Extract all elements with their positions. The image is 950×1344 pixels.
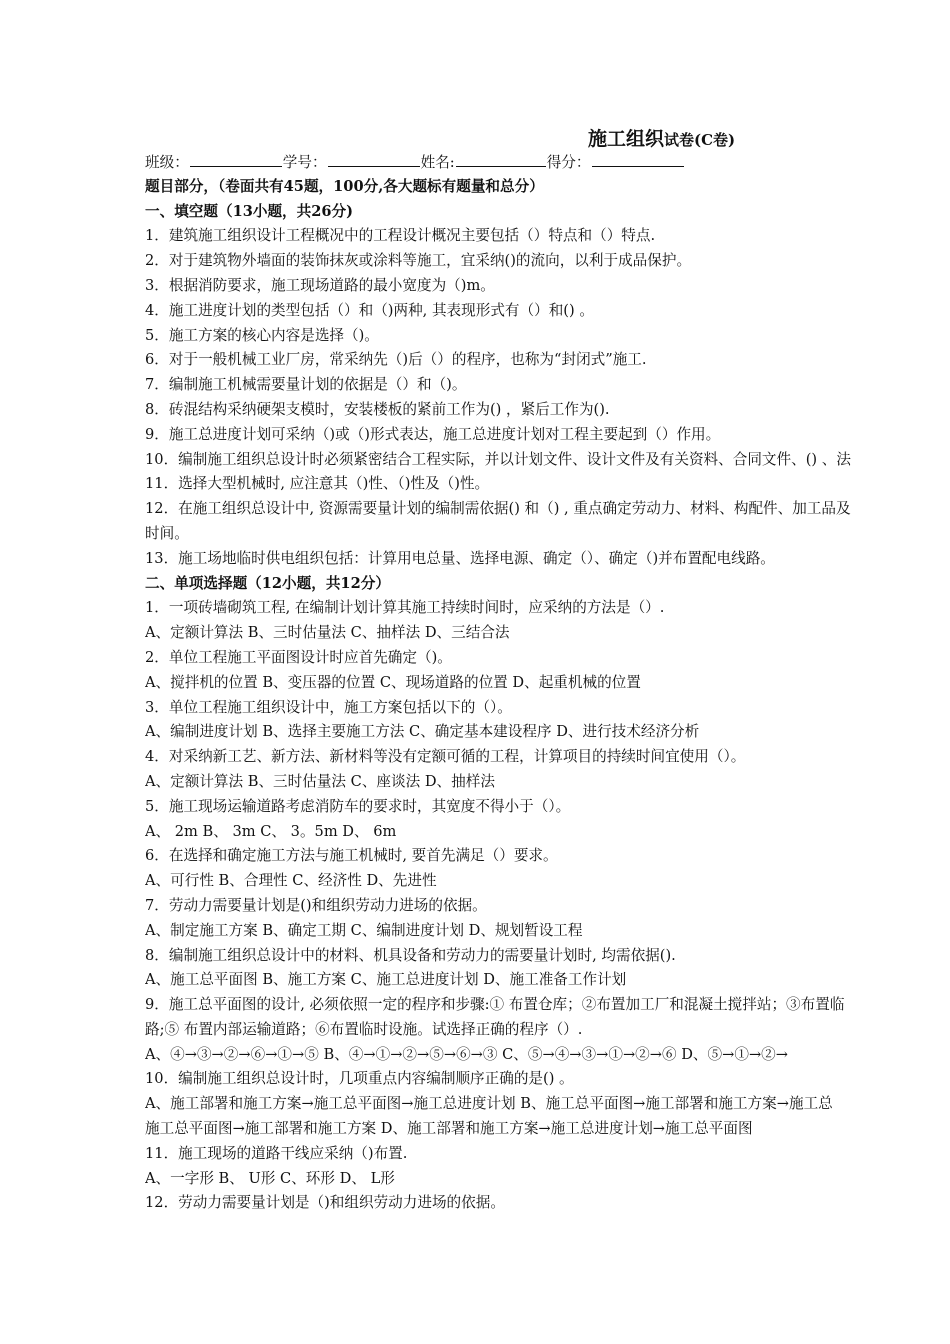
option-line: A、施工总平面图 B、施工方案 C、施工总进度计划 D、施工准备工作计划 [145,971,627,989]
question-line: 13．施工场地临时供电组织包括：计算用电总量、选择电源、确定（）、确定（)并布置配电线路。 [145,549,775,567]
id-blank[interactable] [328,150,420,167]
question-line: 1．一项砖墙砌筑工程, 在编制计划计算其施工持续时间时，应采纳的方法是（）. [145,599,665,617]
name-blank[interactable] [456,150,546,167]
question-line: 10．编制施工组织总设计时，几项重点内容编制顺序正确的是() 。 [145,1070,574,1088]
option-line: A、定额计算法 B、三时估量法 C、座谈法 D、抽样法 [145,772,495,790]
option-line: A、定额计算法 B、三时估量法 C、抽样法 D、三结合法 [145,624,510,642]
option-line: A、④→③→②→⑥→①→⑤ B、④→①→②→⑤→⑥→③ C、⑤→④→③→①→②→⑥ D、⑤→①→②→ [145,1045,788,1063]
question-line: 4．施工进度计划的类型包括（）和（)两种, 其表现形式有（）和() 。 [145,301,594,319]
question-line: 3．根据消防要求，施工现场道路的最小宽度为（)m。 [145,276,495,294]
class-blank[interactable] [190,150,282,167]
option-line: A、一字形 B、 U形 C、环形 D、 L形 [145,1169,395,1187]
question-line: 12．在施工组织总设计中, 资源需要量计划的编制需依据() 和（) , 重点确定劳动力、材料、构配件、加工品及 [145,500,851,518]
name-label: 姓名: [420,154,455,171]
question-line: 5．施工方案的核心内容是选择（)。 [145,326,379,344]
question-line: 1．建筑施工组织设计工程概况中的工程设计概况主要包括（）特点和（）特点. [145,227,656,245]
question-line: 6．对于一般机械工业厂房，常采纳先（)后（）的程序，也称为“封闭式”施工. [145,351,647,369]
question-line: 2．对于建筑物外墙面的装饰抹灰或涂料等施工，宜采纳()的流向，以利于成品保护。 [145,252,692,270]
question-line: 9．施工总进度计划可采纳（)或（)形式表达，施工总进度计划对工程主要起到（）作用。 [145,425,721,443]
section2-heading: 二、单项选择题（12小题，共12分） [145,574,390,592]
question-line: 2．单位工程施工平面图设计时应首先确定（)。 [145,648,452,666]
question-line: 7．劳动力需要量计划是()和组织劳动力进场的依据。 [145,896,487,914]
option-line: 施工总平面图→施工部署和施工方案 D、施工部署和施工方案→施工总进度计划→施工总平面图 [145,1120,753,1138]
exam-content [145,150,950,1216]
page-title [588,124,735,151]
option-line: A、制定施工方案 B、确定工期 C、编制进度计划 D、规划暂设工程 [145,921,583,939]
title-main: 施工组织 [588,128,665,150]
score-label: 得分： [546,154,591,171]
question-line: 5．施工现场运输道路考虑消防车的要求时，其宽度不得小于（）。 [145,797,571,815]
question-line: 9．施工总平面图的设计, 必须依照一定的程序和步骤:① 布置仓库；②布置加工厂和混凝土搅拌站；③布置临 [145,996,845,1014]
question-line: 8．砖混结构采纳硬架支模时，安装楼板的紧前工作为() ，紧后工作为(). [145,400,610,418]
question-line: 3．单位工程施工组织设计中，施工方案包括以下的（）。 [145,698,512,716]
exam-header: 题目部分，（卷面共有45题，100分,各大题标有题量和总分） [145,177,544,195]
option-line: A、施工部署和施工方案→施工总平面图→施工总进度计划 B、施工总平面图→施工部署和施工方案→施工总 [145,1095,833,1113]
option-line: A、 2m B、 3m C、 3。5m D、 6m [145,822,397,840]
question-line: 12．劳动力需要量计划是（)和组织劳动力进场的依据。 [145,1194,505,1212]
section2-questions [145,596,950,1216]
question-line: 11．施工现场的道路干线应采纳（)布置. [145,1144,408,1162]
option-line: A、搅拌机的位置 B、变压器的位置 C、现场道路的位置 D、起重机械的位置 [145,673,641,691]
question-line: 时间。 [145,524,189,542]
question-line: 11．选择大型机械时, 应注意其（)性、（)性及（)性。 [145,475,490,493]
score-blank[interactable] [592,150,684,167]
title-suffix: 试卷(C卷) [664,131,736,149]
option-line: A、可行性 B、合理性 C、经济性 D、先进性 [145,872,437,890]
question-line: 10．编制施工组织总设计时必须紧密结合工程实际，并以计划文件、设计文件及有关资料、合同文件、() 、法 [145,450,851,468]
section1-questions [145,224,950,571]
question-line: 8．编制施工组织总设计中的材料、机具设备和劳动力的需要量计划时, 均需依据(). [145,946,676,964]
question-line: 路;⑤ 布置内部运输道路；⑥布置临时设施。试选择正确的程序（）. [145,1020,583,1038]
question-line: 4．对采纳新工艺、新方法、新材料等没有定额可循的工程，计算项目的持续时间宜使用（）。 [145,748,746,766]
class-label: 班级： [145,154,189,171]
question-line: 6．在选择和确定施工方法与施工机械时, 要首先满足（）要求。 [145,847,558,865]
section1-heading: 一、填空题（13小题，共26分) [145,202,354,220]
id-label: 学号： [282,154,327,171]
option-line: A、编制进度计划 B、选择主要施工方法 C、确定基本建设程序 D、进行技术经济分析 [145,723,700,741]
info-line [145,150,950,175]
question-line: 7．编制施工机械需要量计划的依据是（）和（)。 [145,376,467,394]
